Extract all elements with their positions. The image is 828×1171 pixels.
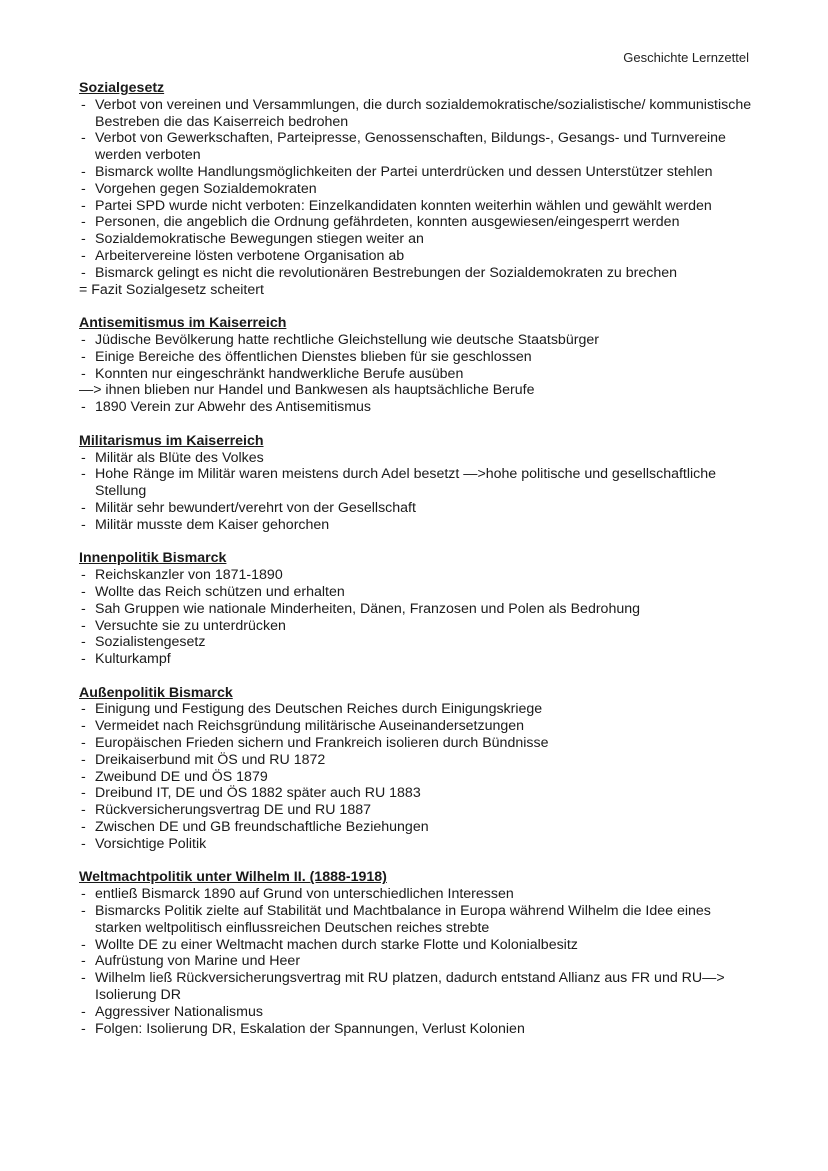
- list-item: - Folgen: Isolierung DR, Eskalation der Spannungen, Verlust Kolonien: [79, 1021, 759, 1038]
- bullet-list: [79, 97, 759, 299]
- bullet-list: [79, 886, 759, 1037]
- list-item: - Bismarck wollte Handlungsmöglichkeiten der Partei unterdrücken und dessen Unterstützer stehlen: [79, 164, 759, 181]
- sections-container: [79, 80, 759, 1037]
- list-item: - Rückversicherungsvertrag DE und RU 1887: [79, 802, 759, 819]
- list-item: - entließ Bismarck 1890 auf Grund von unterschiedlichen Interessen: [79, 886, 759, 903]
- section-title: Militarismus im Kaiserreich: [79, 432, 264, 449]
- list-item: - Bismarcks Politik zielte auf Stabilität und Machtbalance in Europa während Wilhelm die Idee eines starken weltpolitisch einflussreichen Deutschen reiches strebte: [79, 903, 759, 937]
- bullet-list: [79, 567, 759, 668]
- list-item: - Personen, die angeblich die Ordnung gefährdeten, konnten ausgewiesen/eingesperrt werden: [79, 214, 759, 231]
- list-note: —> ihnen blieben nur Handel und Bankwesen als hauptsächliche Berufe: [79, 382, 535, 399]
- list-item: - Kulturkampf: [79, 651, 759, 668]
- document-body: [79, 80, 759, 1054]
- list-note: = Fazit Sozialgesetz scheitert: [79, 281, 264, 298]
- list-item: - Sozialistengesetz: [79, 634, 759, 651]
- list-item: - 1890 Verein zur Abwehr des Antisemitismus: [79, 399, 759, 416]
- list-item: - Wilhelm ließ Rückversicherungsvertrag mit RU platzen, dadurch entstand Allianz aus FR und RU—> Isolierung DR: [79, 970, 759, 1004]
- bullet-list: [79, 450, 759, 534]
- list-item: - Arbeitervereine lösten verbotene Organisation ab: [79, 248, 759, 265]
- section: [79, 869, 759, 1037]
- section-title: Außenpolitik Bismarck: [79, 684, 233, 701]
- list-item: - Einige Bereiche des öffentlichen Dienstes blieben für sie geschlossen: [79, 349, 759, 366]
- list-item: - Verbot von vereinen und Versammlungen, die durch sozialdemokratische/sozialistische/ kommunistische Bestreben die das Kaiserreich bedrohen: [79, 97, 759, 131]
- list-item: - Vorgehen gegen Sozialdemokraten: [79, 181, 759, 198]
- list-item: - Partei SPD wurde nicht verboten: Einzelkandidaten konnten weiterhin wählen und gewählt werden: [79, 198, 759, 215]
- section: [79, 685, 759, 853]
- list-item: - Militär als Blüte des Volkes: [79, 450, 759, 467]
- list-item: - Konnten nur eingeschränkt handwerkliche Berufe ausüben: [79, 366, 759, 383]
- section: [79, 433, 759, 534]
- section-title: Antisemitismus im Kaiserreich: [79, 315, 287, 332]
- document-header-title: Geschichte Lernzettel: [623, 50, 749, 65]
- list-item: - Sozialdemokratische Bewegungen stiegen weiter an: [79, 231, 759, 248]
- list-item: - Sah Gruppen wie nationale Minderheiten, Dänen, Franzosen und Polen als Bedrohung: [79, 601, 759, 618]
- list-item: - Reichskanzler von 1871-1890: [79, 567, 759, 584]
- list-item: - Einigung und Festigung des Deutschen Reiches durch Einigungskriege: [79, 701, 759, 718]
- section: [79, 550, 759, 668]
- bullet-list: [79, 332, 759, 416]
- section: [79, 80, 759, 298]
- list-item: - Wollte DE zu einer Weltmacht machen durch starke Flotte und Kolonialbesitz: [79, 937, 759, 954]
- list-item: - Zwischen DE und GB freundschaftliche Beziehungen: [79, 819, 759, 836]
- list-item: - Hohe Ränge im Militär waren meistens durch Adel besetzt —>hohe politische und gesellschaftliche Stellung: [79, 466, 759, 500]
- section-title: Weltmachtpolitik unter Wilhelm II. (1888-1918): [79, 869, 387, 886]
- list-item: - Vermeidet nach Reichsgründung militärische Auseinandersetzungen: [79, 718, 759, 735]
- list-item: - Aggressiver Nationalismus: [79, 1004, 759, 1021]
- list-item: - Militär musste dem Kaiser gehorchen: [79, 517, 759, 534]
- list-item: - Jüdische Bevölkerung hatte rechtliche Gleichstellung wie deutsche Staatsbürger: [79, 332, 759, 349]
- list-item: - Militär sehr bewundert/verehrt von der Gesellschaft: [79, 500, 759, 517]
- section-title: Sozialgesetz: [79, 80, 165, 96]
- list-item: - Wollte das Reich schützen und erhalten: [79, 584, 759, 601]
- list-item: - Europäischen Frieden sichern und Frankreich isolieren durch Bündnisse: [79, 735, 759, 752]
- list-item: - Bismarck gelingt es nicht die revolutionären Bestrebungen der Sozialdemokraten zu brechen: [79, 265, 759, 282]
- list-item: - Dreikaiserbund mit ÖS und RU 1872: [79, 752, 759, 769]
- list-item: - Zweibund DE und ÖS 1879: [79, 769, 759, 786]
- list-item: - Versuchte sie zu unterdrücken: [79, 618, 759, 635]
- section-title: Innenpolitik Bismarck: [79, 550, 227, 567]
- list-item: - Aufrüstung von Marine und Heer: [79, 953, 759, 970]
- list-item: - Dreibund IT, DE und ÖS 1882 später auch RU 1883: [79, 785, 759, 802]
- list-item: - Vorsichtige Politik: [79, 836, 759, 853]
- section: [79, 315, 759, 416]
- list-item: - Verbot von Gewerkschaften, Parteipresse, Genossenschaften, Bildungs-, Gesangs- und Turnvereine werden verboten: [79, 130, 759, 164]
- bullet-list: [79, 701, 759, 852]
